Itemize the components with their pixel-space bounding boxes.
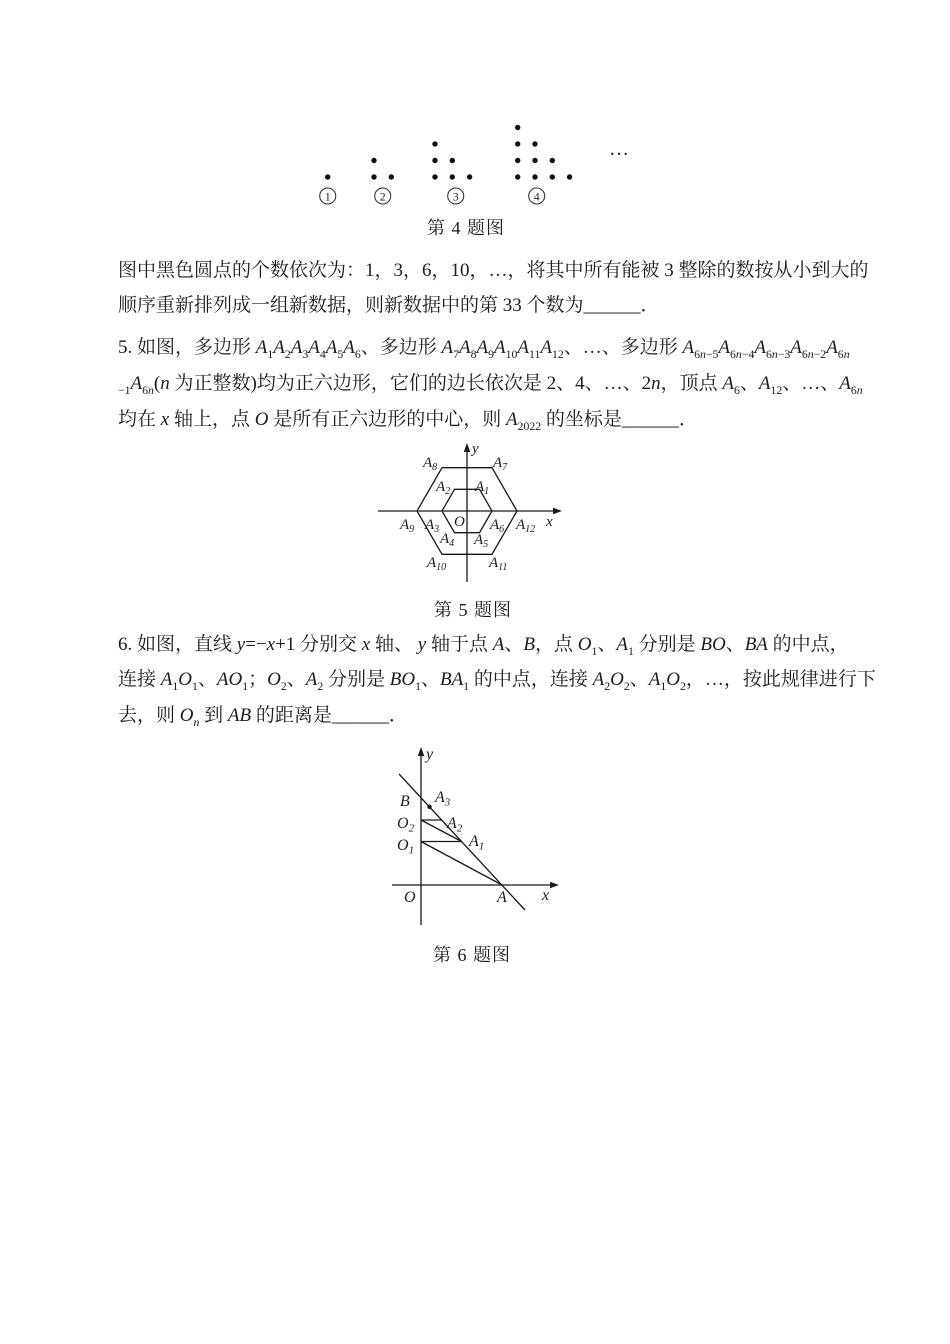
figure-question5-hexagons: [375, 440, 575, 592]
label-a10: $A_{10}$: [427, 555, 447, 573]
label-a: A: [497, 889, 507, 906]
figure4-caption: 第 4 题图: [427, 218, 505, 238]
question5-text-line1: 5. 如图，多边形 $A_1A_2A_3A_4A_5A_6$、多边形 $A_7A_8A_9A_{10}A_{11}A_{12}$、…、多边形 $A_{6n-5}A_{6n-4}A_{6n-3}A_{6n-2}A_{6n}$: [118, 337, 850, 361]
label-a2: $A_2$: [447, 815, 463, 835]
label-o1: $O_1$: [397, 837, 415, 857]
y-axis-label: y: [426, 746, 434, 763]
dot-group-4: [515, 125, 572, 204]
label-a9: $A_9$: [400, 517, 415, 535]
label-a7: $A_7$: [493, 455, 508, 473]
label-a2: $A_2$: [436, 479, 451, 497]
label-a3: $A_3$: [435, 789, 451, 809]
circled-number-3-label: 3: [452, 191, 459, 204]
x-axis-arrow: [553, 508, 562, 514]
figure6-caption: 第 6 题图: [433, 945, 511, 965]
y-axis-arrow: [418, 747, 424, 756]
dot-group-3: [432, 141, 472, 204]
label-origin: O: [404, 889, 416, 906]
question6-text-line1: 6. 如图，直线 y=−x+1 分别交 x 轴、 y 轴于点 A、B，点 $O_1$、$A_1$ 分别是 BO、BA 的中点，: [118, 634, 849, 658]
label-a3: $A_3$: [425, 517, 440, 535]
ellipsis-continuation: …: [609, 138, 629, 160]
x-axis-label: x: [546, 514, 553, 530]
question5-text-line3: 均在 x 轴上，点 O 是所有正六边形的中心，则 $A_{2022}$ 的坐标是______．: [118, 409, 698, 433]
label-a8: $A_8$: [423, 455, 438, 473]
x-axis-arrow: [550, 882, 559, 888]
y-axis-label: y: [472, 441, 479, 457]
label-a5: $A_5$: [474, 532, 489, 550]
circled-number-1-label: 1: [324, 191, 331, 204]
label-a11: $A_{11}$: [489, 555, 508, 573]
label-b: B: [400, 793, 410, 810]
label-a4: $A_4$: [440, 531, 455, 549]
figure-question4-dot-pattern: [310, 115, 650, 215]
label-a1: $A_1$: [469, 833, 485, 853]
dot-group-2: [371, 158, 394, 204]
figure-question6-line-graph: [385, 742, 563, 930]
circled-number-4-label: 4: [533, 191, 540, 204]
question4-text-line2: 顺序重新排列成一组新数据，则新数据中的第 33 个数为______．: [118, 295, 660, 316]
label-a1: $A_1$: [475, 479, 490, 497]
circled-number-2-label: 2: [379, 191, 386, 204]
label-a12: $A_{12}$: [516, 517, 536, 535]
figure5-caption: 第 5 题图: [434, 600, 512, 620]
x-axis-label: x: [542, 887, 550, 904]
question4-text-line1: 图中黑色圆点的个数依次为：1，3，6，10，…，将其中所有能被 3 整除的数按从小到大的: [118, 260, 869, 281]
y-axis-arrow: [464, 443, 470, 452]
question6-text-line3: 去，则 $O_n$ 到 AB 的距离是______．: [118, 705, 408, 729]
dot-group-1: [320, 174, 336, 204]
question6-text-line2: 连接 $A_1O_1$、$AO_1$；$O_2$、$A_2$ 分别是 $BO_1$、$BA_1$ 的中点，连接 $A_2O_2$、$A_1O_2$，…，按此规律进行下: [118, 669, 876, 693]
point-a3: [427, 805, 431, 809]
label-origin: O: [454, 514, 465, 530]
segment-a-o1: [421, 842, 502, 886]
label-a6: $A_6$: [490, 517, 505, 535]
label-o2: $O_2$: [397, 815, 415, 835]
question5-text-line2: $_{-1}A_{6n}(n$ 为正整数)均为正六边形，它们的边长依次是 2、4、…、2n，顶点 $A_6$、$A_{12}$、…、$A_{6n}$: [118, 373, 863, 397]
